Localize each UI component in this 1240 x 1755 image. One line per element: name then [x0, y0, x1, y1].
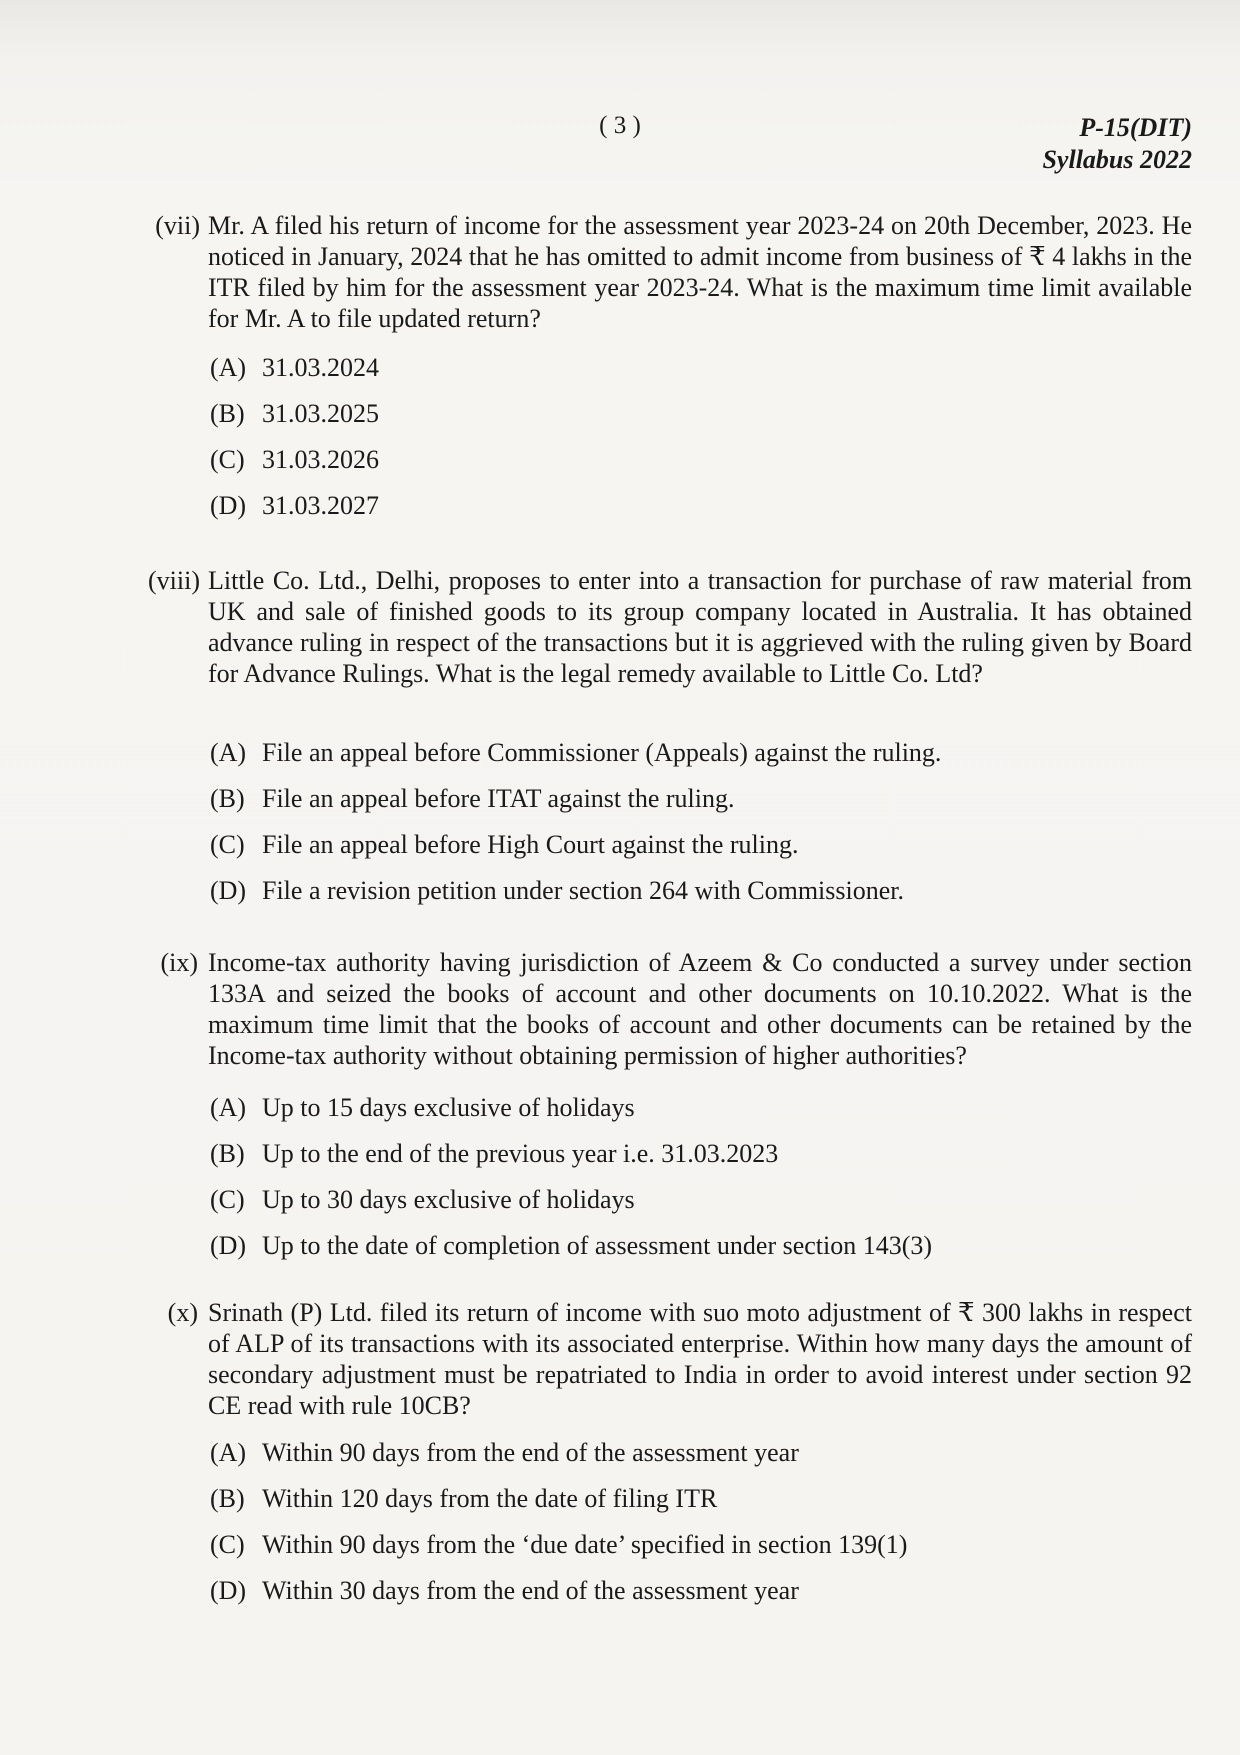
options-list: [210, 1085, 1170, 1269]
paper-code: P-15(DIT): [1079, 113, 1192, 142]
option-a: [210, 1430, 1170, 1476]
option-d: [210, 483, 1170, 529]
option-label: (D): [210, 876, 247, 905]
option-text: 31.03.2025: [262, 399, 379, 428]
option-text: Up to 15 days exclusive of holidays: [262, 1093, 635, 1122]
option-c: [210, 1522, 1170, 1568]
option-text: File an appeal before Commissioner (Appeals) against the ruling.: [262, 738, 942, 767]
question-text: Srinath (P) Ltd. filed its return of income with suo moto adjustment of ₹ 300 lakhs in respect of ALP of its transactions with its associated enterprise. Within how many days the amount of secondary adjustment must be repatriated to India in order to avoid interest under section 92 CE read with rule 10CB?: [208, 1298, 1192, 1420]
options-list: [210, 1430, 1170, 1614]
option-label: (C): [210, 445, 245, 474]
option-label: (A): [210, 738, 247, 767]
option-text: File an appeal before ITAT against the ruling.: [262, 784, 735, 813]
option-c: [210, 437, 1170, 483]
option-d: [210, 1223, 1170, 1269]
option-label: (C): [210, 830, 245, 859]
option-a: [210, 1085, 1170, 1131]
option-label: (B): [210, 1139, 245, 1168]
option-label: (A): [210, 1093, 247, 1122]
page-number: ( 3 ): [599, 112, 641, 139]
option-b: [210, 776, 1170, 822]
option-label: (B): [210, 1484, 245, 1513]
syllabus-label: Syllabus 2022: [1042, 145, 1192, 174]
option-b: [210, 1476, 1170, 1522]
option-b: [210, 391, 1170, 437]
option-text: 31.03.2024: [262, 353, 379, 382]
option-label: (C): [210, 1530, 245, 1559]
option-d: [210, 1568, 1170, 1614]
option-label: (D): [210, 491, 247, 520]
options-list: [210, 730, 1170, 914]
option-c: [210, 1177, 1170, 1223]
option-text: Within 30 days from the end of the assessment year: [262, 1576, 799, 1605]
option-text: File a revision petition under section 264 with Commissioner.: [262, 876, 904, 905]
question-text: Little Co. Ltd., Delhi, proposes to enter into a transaction for purchase of raw material from UK and sale of finished goods to its group company located in Australia. It has obtained advance ruling in respect of the transactions but it is aggrieved with the ruling given by Board for Advance Rulings. What is the legal remedy available to Little Co. Ltd?: [208, 566, 1192, 688]
question-text: Income-tax authority having jurisdiction of Azeem & Co conducted a survey under section 133A and seized the books of account and other documents on 10.10.2022. What is the maximum time limit that the books of account and other documents can be retained by the Income-tax authority without obtaining permission of higher authorities?: [208, 948, 1192, 1070]
option-text: 31.03.2027: [262, 491, 379, 520]
question-text: Mr. A filed his return of income for the assessment year 2023-24 on 20th December, 2023. He noticed in January, 2024 that he has omitted to admit income from business of ₹ 4 lakhs in the ITR filed by him for the assessment year 2023-24. What is the maximum time limit available for Mr. A to file updated return?: [208, 211, 1192, 333]
paper-header: [1042, 112, 1192, 176]
question-number: (ix): [160, 948, 198, 977]
option-label: (A): [210, 1438, 247, 1467]
question-number: (x): [167, 1298, 198, 1327]
option-label: (B): [210, 399, 245, 428]
option-a: [210, 730, 1170, 776]
option-text: Up to the end of the previous year i.e. 31.03.2023: [262, 1139, 779, 1168]
option-text: File an appeal before High Court against the ruling.: [262, 830, 799, 859]
option-b: [210, 1131, 1170, 1177]
option-text: Within 90 days from the end of the assessment year: [262, 1438, 799, 1467]
option-label: (B): [210, 784, 245, 813]
option-label: (C): [210, 1185, 245, 1214]
option-label: (D): [210, 1231, 247, 1260]
option-c: [210, 822, 1170, 868]
option-text: Within 120 days from the date of filing ITR: [262, 1484, 718, 1513]
option-text: Up to the date of completion of assessment under section 143(3): [262, 1231, 933, 1260]
option-label: (D): [210, 1576, 247, 1605]
option-text: Up to 30 days exclusive of holidays: [262, 1185, 635, 1214]
option-a: [210, 345, 1170, 391]
question-number: (vii): [155, 211, 200, 240]
option-text: 31.03.2026: [262, 445, 379, 474]
option-label: (A): [210, 353, 247, 382]
question-number: (viii): [148, 566, 200, 595]
option-text: Within 90 days from the ‘due date’ specified in section 139(1): [262, 1530, 908, 1559]
options-list: [210, 345, 1170, 529]
option-d: [210, 868, 1170, 914]
